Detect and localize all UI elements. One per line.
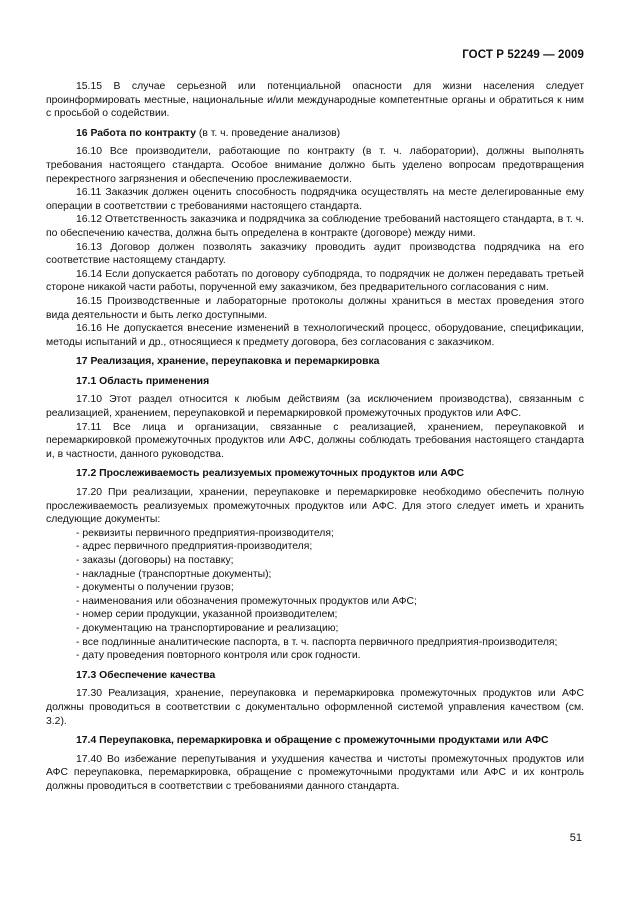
list-item: - заказы (договоры) на поставку; (76, 555, 234, 566)
paragraph-17-40: 17.40 Во избежание перепутывания и ухудшения качества и чистоты промежуточных продуктов или АФС переупаковка, перемаркировка, обращение с промежуточными продуктами или АФС и их контроль должны проводиться в соответствии с требованиями данного стандарта. (46, 753, 584, 792)
subsection-heading-17-3: 17.3 Обеспечение качества (76, 669, 216, 681)
paragraph-16-13: 16.13 Договор должен позволять заказчику проводить аудит производства подрядчика на его соответствие настоящему стандарту. (46, 241, 584, 267)
paragraph-17-10: 17.10 Этот раздел относится к любым действиям (за исключением производства), связанным с реализацией, хранением, переупаковкой и перемаркировкой промежуточных продуктов или АФС. (46, 394, 584, 420)
paragraph-16-10: 16.10 Все производители, работающие по контракту (в т. ч. лаборатории), должны выполнять требования настоящего стандарта. Особое внимание должно быть уделено вопросам предотвращения перекрестного загрязнения и обеспечению прослеживаемости. (46, 146, 584, 185)
document-body (46, 80, 584, 794)
paragraph-16-12: 16.12 Ответственность заказчика и подрядчика за соблюдение требований настоящего стандарта, в т. ч. по обеспечению качества, должна быть определена в контракте (договоре) между ними. (46, 214, 584, 239)
section-heading-16 (46, 127, 584, 141)
paragraph-17-30: 17.30 Реализация, хранение, переупаковка и перемаркировка промежуточных продуктов или АФС должны проводиться в соответствии с документально оформленной системой управления качеством (см. 3.2). (46, 688, 584, 727)
list-item: - накладные (транспортные документы); (76, 568, 272, 580)
list-item: - наименования или обозначения промежуточных продуктов или АФС; (76, 595, 417, 607)
subsection-heading-17-4: 17.4 Переупаковка, перемаркировка и обращение с промежуточными продуктами или АФС (76, 735, 549, 747)
list-item: - дату проведения повторного контроля или срок годности. (76, 650, 361, 662)
page-number: 51 (569, 832, 582, 844)
paragraph-16-15: 16.15 Производственные и лабораторные протоколы должны храниться в местах проведения этого вида деятельности и быть легко доступными. (46, 295, 584, 321)
paragraph-17-20: 17.20 При реализации, хранении, переупаковке и перемаркировке необходимо обеспечить полную прослеживаемость реализуемых промежуточных продуктов или АФС. Для этого следует иметь и хранить следующие документы: (46, 487, 584, 526)
list-item: - реквизиты первичного предприятия-производителя; (76, 527, 334, 539)
section-heading-16-note: (в т. ч. проведение анализов) (196, 127, 341, 139)
list-item: - документацию на транспортирование и реализацию; (76, 622, 339, 634)
paragraph-16-14: 16.14 Если допускается работать по договору субподряда, то подрядчик не должен передавать третьей стороне никакой части работы, порученной ему заказчиком, без предварительного согласования с ним. (46, 268, 584, 294)
section-heading-16-title: 16 Работа по контракту (76, 127, 197, 139)
subsection-heading-17-1: 17.1 Область применения (76, 375, 210, 387)
list-item: - все подлинные аналитические паспорта, в т. ч. паспорта первичного предприятия-производителя; (76, 636, 558, 648)
list-item: - документы о получении грузов; (76, 582, 234, 594)
paragraph-16-11: 16.11 Заказчик должен оценить способность подрядчика осуществлять на месте делегированные ему операции в соответствии с требованиями настоящего стандарта. (46, 187, 584, 212)
list-item: - адрес первичного предприятия-производителя; (76, 541, 313, 553)
section-heading-17: 17 Реализация, хранение, переупаковка и перемаркировка (76, 356, 380, 368)
paragraph-17-11: 17.11 Все лица и организации, связанные с реализацией, хранением, переупаковкой и перемаркировкой промежуточных продуктов или АФС, должны соблюдать требования настоящего стандарта и, в частности, данного руководства. (46, 421, 584, 460)
list-item: - номер серии продукции, указанной производителем; (76, 609, 338, 621)
paragraph-16-16: 16.16 Не допускается внесение изменений в технологический процесс, оборудование, спецификации, методы испытаний и др., относящиеся к предмету договора, без согласования с заказчиком. (46, 323, 584, 348)
required-documents-list (46, 527, 584, 663)
paragraph-15-15: 15.15 В случае серьезной или потенциальной опасности для жизни населения следует проинформировать местные, национальные и/или международные компетентные органы и обратиться к ним с просьбой о содействии. (46, 81, 584, 120)
standard-designation: ГОСТ Р 52249 — 2009 (462, 49, 584, 61)
subsection-heading-17-2: 17.2 Прослеживаемость реализуемых промежуточных продуктов или АФС (76, 468, 464, 480)
